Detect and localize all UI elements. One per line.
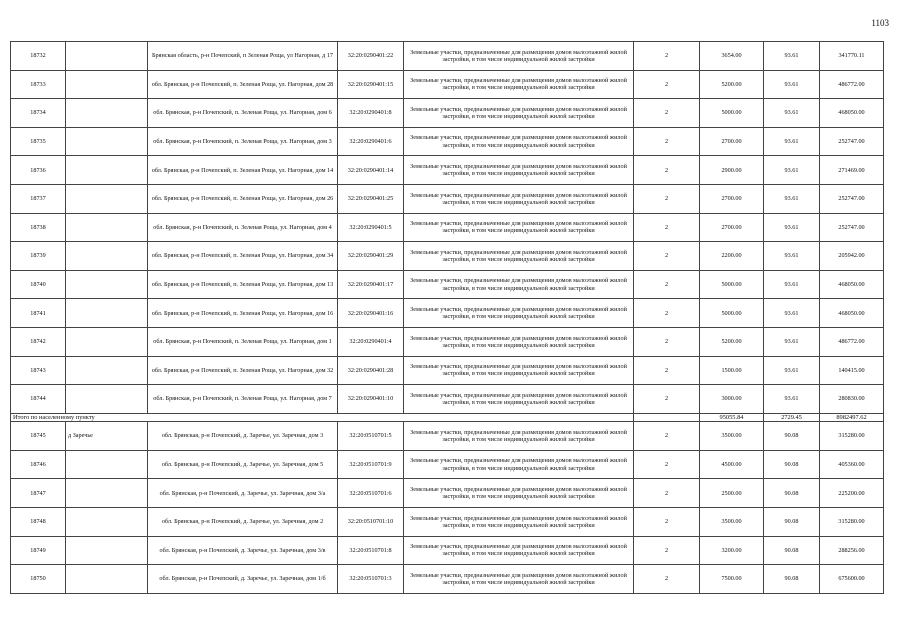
parcel-number-cell: 18743 (11, 356, 66, 385)
table-row (11, 536, 884, 565)
cadastral-value-cell: 468050.00 (820, 99, 884, 128)
area-cell: 7500.00 (700, 565, 764, 594)
unit-value-cell: 93.61 (764, 327, 820, 356)
table-row (11, 565, 884, 594)
parcel-number-cell: 18738 (11, 213, 66, 242)
cadastral-number-cell: 32:20:0290401:4 (338, 327, 404, 356)
category-cell: 2 (634, 270, 700, 299)
land-use-cell: Земельные участки, предназначенные для размещения домов малоэтажной жилой застройки, в том числе индивидуальной жилой застройки (404, 422, 634, 451)
category-cell: 2 (634, 479, 700, 508)
table-row (11, 422, 884, 451)
address-cell: обл. Брянская, р-н Почепский, д. Заречье, ул. Заречная, дом 3/в (148, 536, 338, 565)
table-row (11, 99, 884, 128)
category-cell: 2 (634, 385, 700, 414)
unit-value-cell: 93.61 (764, 356, 820, 385)
locality-cell (66, 156, 148, 185)
table-row (11, 327, 884, 356)
cadastral-value-cell: 271469.00 (820, 156, 884, 185)
parcel-number-cell: 18744 (11, 385, 66, 414)
cadastral-value-cell: 341770.11 (820, 42, 884, 71)
unit-value-cell: 93.61 (764, 242, 820, 271)
cadastral-number-cell: 32:20:0290401:8 (338, 99, 404, 128)
land-use-cell: Земельные участки, предназначенные для размещения домов малоэтажной жилой застройки, в том числе индивидуальной жилой застройки (404, 184, 634, 213)
area-cell: 5000.00 (700, 99, 764, 128)
parcel-number-cell: 18734 (11, 99, 66, 128)
locality-cell (66, 184, 148, 213)
parcel-number-cell: 18737 (11, 184, 66, 213)
land-use-cell: Земельные участки, предназначенные для размещения домов малоэтажной жилой застройки, в том числе индивидуальной жилой застройки (404, 299, 634, 328)
cadastral-number-cell: 32:20:0290401:6 (338, 127, 404, 156)
cadastral-value-cell: 140415.00 (820, 356, 884, 385)
locality-cell (66, 42, 148, 71)
address-cell: обл. Брянская, р-н Почепский, д. Заречье, ул. Заречная, дом 1/б (148, 565, 338, 594)
cadastral-number-cell: 32:20:0510701:6 (338, 479, 404, 508)
parcel-number-cell: 18748 (11, 508, 66, 537)
land-use-cell: Земельные участки, предназначенные для размещения домов малоэтажной жилой застройки, в том числе индивидуальной жилой застройки (404, 479, 634, 508)
cadastral-number-cell: 32:20:0290401:17 (338, 270, 404, 299)
cadastral-number-cell: 32:20:0290401:28 (338, 356, 404, 385)
cadastral-value-cell: 675600.00 (820, 565, 884, 594)
category-cell: 2 (634, 99, 700, 128)
cadastral-number-cell: 32:20:0290401:22 (338, 42, 404, 71)
table-row (11, 270, 884, 299)
parcel-number-cell: 18736 (11, 156, 66, 185)
area-cell: 3200.00 (700, 536, 764, 565)
cadastral-value-cell: 315280.00 (820, 508, 884, 537)
table-row (11, 127, 884, 156)
land-use-cell: Земельные участки, предназначенные для размещения домов малоэтажной жилой застройки, в том числе индивидуальной жилой застройки (404, 536, 634, 565)
total-area: 95055.84 (700, 413, 764, 422)
unit-value-cell: 93.61 (764, 42, 820, 71)
land-use-cell: Земельные участки, предназначенные для размещения домов малоэтажной жилой застройки, в том числе индивидуальной жилой застройки (404, 385, 634, 414)
area-cell: 3654.00 (700, 42, 764, 71)
parcel-number-cell: 18746 (11, 450, 66, 479)
cadastral-number-cell: 32:20:0290401:16 (338, 299, 404, 328)
cadastral-number-cell: 32:20:0290401:5 (338, 213, 404, 242)
address-cell: обл. Брянская, р-н Почепский, д. Заречье, ул. Заречная, дом 3 (148, 422, 338, 451)
land-use-cell: Земельные участки, предназначенные для размещения домов малоэтажной жилой застройки, в том числе индивидуальной жилой застройки (404, 508, 634, 537)
table-row (11, 508, 884, 537)
address-cell: обл. Брянская, р-н Почепский, п. Зеленая Роща, ул. Нагорная, дом 14 (148, 156, 338, 185)
table-row (11, 70, 884, 99)
unit-value-cell: 93.61 (764, 213, 820, 242)
cadastral-value-cell: 468050.00 (820, 299, 884, 328)
area-cell: 2200.00 (700, 242, 764, 271)
table-row (11, 479, 884, 508)
address-cell: обл. Брянская, р-н Почепский, п. Зеленая Роща, ул. Нагорная, дом 3 (148, 127, 338, 156)
cadastral-number-cell: 32:20:0290401:29 (338, 242, 404, 271)
cadastral-value-cell: 288256.00 (820, 536, 884, 565)
parcel-number-cell: 18735 (11, 127, 66, 156)
locality-cell (66, 327, 148, 356)
cadastral-value-cell: 280830.00 (820, 385, 884, 414)
area-cell: 5000.00 (700, 299, 764, 328)
area-cell: 2700.00 (700, 184, 764, 213)
unit-value-cell: 93.61 (764, 184, 820, 213)
category-cell: 2 (634, 127, 700, 156)
locality-cell (66, 270, 148, 299)
parcel-number-cell: 18750 (11, 565, 66, 594)
table-row (11, 385, 884, 414)
category-cell: 2 (634, 508, 700, 537)
category-cell: 2 (634, 565, 700, 594)
cadastral-number-cell: 32:20:0510701:10 (338, 508, 404, 537)
table-row (11, 213, 884, 242)
locality-cell (66, 450, 148, 479)
land-use-cell: Земельные участки, предназначенные для размещения домов малоэтажной жилой застройки, в том числе индивидуальной жилой застройки (404, 270, 634, 299)
parcel-number-cell: 18747 (11, 479, 66, 508)
locality-cell (66, 70, 148, 99)
locality-cell: д Заречье (66, 422, 148, 451)
area-cell: 5200.00 (700, 70, 764, 99)
category-cell: 2 (634, 299, 700, 328)
unit-value-cell: 93.61 (764, 70, 820, 99)
land-use-cell: Земельные участки, предназначенные для размещения домов малоэтажной жилой застройки, в том числе индивидуальной жилой застройки (404, 450, 634, 479)
cadastral-number-cell: 32:20:0290401:15 (338, 70, 404, 99)
address-cell: обл. Брянская, р-н Почепский, п. Зеленая Роща, ул. Нагорная, дом 7 (148, 385, 338, 414)
area-cell: 5200.00 (700, 327, 764, 356)
parcel-number-cell: 18741 (11, 299, 66, 328)
locality-cell (66, 299, 148, 328)
parcel-number-cell: 18733 (11, 70, 66, 99)
unit-value-cell: 93.61 (764, 299, 820, 328)
unit-value-cell: 90.08 (764, 422, 820, 451)
category-cell: 2 (634, 450, 700, 479)
address-cell: обл. Брянская, р-н Почепский, п. Зеленая Роща, ул. Нагорная, дом 34 (148, 242, 338, 271)
total-price: 2729.45 (764, 413, 820, 422)
locality-cell (66, 356, 148, 385)
locality-cell (66, 213, 148, 242)
area-cell: 3000.00 (700, 385, 764, 414)
address-cell: обл. Брянская, р-н Почепский, п. Зеленая Роща, ул. Нагорная, дом 4 (148, 213, 338, 242)
parcel-number-cell: 18749 (11, 536, 66, 565)
total-value: 8982497.62 (820, 413, 884, 422)
land-use-cell: Земельные участки, предназначенные для размещения домов малоэтажной жилой застройки, в том числе индивидуальной жилой застройки (404, 242, 634, 271)
cadastral-value-cell: 225200.00 (820, 479, 884, 508)
address-cell: обл. Брянская, р-н Почепский, д. Заречье, ул. Заречная, дом 5 (148, 450, 338, 479)
locality-cell (66, 127, 148, 156)
category-cell: 2 (634, 327, 700, 356)
unit-value-cell: 93.61 (764, 127, 820, 156)
area-cell: 3500.00 (700, 422, 764, 451)
land-use-cell: Земельные участки, предназначенные для размещения домов малоэтажной жилой застройки, в том числе индивидуальной жилой застройки (404, 156, 634, 185)
locality-cell (66, 565, 148, 594)
area-cell: 2700.00 (700, 213, 764, 242)
land-use-cell: Земельные участки, предназначенные для размещения домов малоэтажной жилой застройки, в том числе индивидуальной жилой застройки (404, 356, 634, 385)
unit-value-cell: 93.61 (764, 270, 820, 299)
cadastral-value-cell: 252747.00 (820, 127, 884, 156)
land-use-cell: Земельные участки, предназначенные для размещения домов малоэтажной жилой застройки, в том числе индивидуальной жилой застройки (404, 213, 634, 242)
unit-value-cell: 93.61 (764, 99, 820, 128)
cadastral-value-cell: 315280.00 (820, 422, 884, 451)
parcel-number-cell: 18739 (11, 242, 66, 271)
locality-cell (66, 242, 148, 271)
address-cell: обл. Брянская, р-н Почепский, п. Зеленая Роща, ул. Нагорная, дом 32 (148, 356, 338, 385)
total-label: Итого по населенному пункту (11, 413, 634, 422)
land-use-cell: Земельные участки, предназначенные для размещения домов малоэтажной жилой застройки, в том числе индивидуальной жилой застройки (404, 127, 634, 156)
cadastral-value-cell: 205942.00 (820, 242, 884, 271)
locality-cell (66, 99, 148, 128)
address-cell: обл. Брянская, р-н Почепский, п. Зеленая Роща, ул. Нагорная, дом 16 (148, 299, 338, 328)
unit-value-cell: 93.61 (764, 385, 820, 414)
unit-value-cell: 90.08 (764, 479, 820, 508)
total-category (634, 413, 700, 422)
area-cell: 5000.00 (700, 270, 764, 299)
cadastral-value-cell: 405360.00 (820, 450, 884, 479)
category-cell: 2 (634, 536, 700, 565)
cadastral-value-cell: 252747.00 (820, 184, 884, 213)
table-row (11, 184, 884, 213)
address-cell: обл. Брянская, р-н Почепский, п. Зеленая Роща, ул. Нагорная, дом 6 (148, 99, 338, 128)
parcel-number-cell: 18732 (11, 42, 66, 71)
area-cell: 4500.00 (700, 450, 764, 479)
category-cell: 2 (634, 213, 700, 242)
area-cell: 2500.00 (700, 479, 764, 508)
unit-value-cell: 90.08 (764, 536, 820, 565)
cadastral-value-cell: 468050.00 (820, 270, 884, 299)
category-cell: 2 (634, 184, 700, 213)
locality-total-row (11, 413, 884, 422)
address-cell: обл. Брянская, р-н Почепский, д. Заречье, ул. Заречная, дом 3/а (148, 479, 338, 508)
table-row (11, 42, 884, 71)
cadastral-number-cell: 32:20:0290401:14 (338, 156, 404, 185)
category-cell: 2 (634, 42, 700, 71)
parcel-number-cell: 18740 (11, 270, 66, 299)
page-number: 1103 (871, 18, 889, 28)
locality-cell (66, 479, 148, 508)
table-row (11, 299, 884, 328)
table-row (11, 242, 884, 271)
address-cell: обл. Брянская, р-н Почепский, п. Зеленая Роща, ул. Нагорная, дом 1 (148, 327, 338, 356)
unit-value-cell: 93.61 (764, 156, 820, 185)
land-use-cell: Земельные участки, предназначенные для размещения домов малоэтажной жилой застройки, в том числе индивидуальной жилой застройки (404, 327, 634, 356)
cadastral-number-cell: 32:20:0510701:9 (338, 450, 404, 479)
locality-cell (66, 536, 148, 565)
area-cell: 3500.00 (700, 508, 764, 537)
category-cell: 2 (634, 156, 700, 185)
category-cell: 2 (634, 242, 700, 271)
land-use-cell: Земельные участки, предназначенные для размещения домов малоэтажной жилой застройки, в том числе индивидуальной жилой застройки (404, 99, 634, 128)
cadastral-number-cell: 32:20:0510701:5 (338, 422, 404, 451)
area-cell: 2900.00 (700, 156, 764, 185)
land-registry-table (10, 41, 884, 594)
category-cell: 2 (634, 70, 700, 99)
parcel-number-cell: 18745 (11, 422, 66, 451)
cadastral-value-cell: 252747.00 (820, 213, 884, 242)
land-use-cell: Земельные участки, предназначенные для размещения домов малоэтажной жилой застройки, в том числе индивидуальной жилой застройки (404, 565, 634, 594)
land-use-cell: Земельные участки, предназначенные для размещения домов малоэтажной жилой застройки, в том числе индивидуальной жилой застройки (404, 42, 634, 71)
category-cell: 2 (634, 356, 700, 385)
land-use-cell: Земельные участки, предназначенные для размещения домов малоэтажной жилой застройки, в том числе индивидуальной жилой застройки (404, 70, 634, 99)
cadastral-number-cell: 32:20:0510701:3 (338, 565, 404, 594)
cadastral-value-cell: 486772.00 (820, 70, 884, 99)
locality-cell (66, 508, 148, 537)
address-cell: обл. Брянская, р-н Почепский, п. Зеленая Роща, ул. Нагорная, дом 28 (148, 70, 338, 99)
locality-cell (66, 385, 148, 414)
table-row (11, 156, 884, 185)
cadastral-number-cell: 32:20:0510701:8 (338, 536, 404, 565)
address-cell: обл. Брянская, р-н Почепский, п. Зеленая Роща, ул. Нагорная, дом 13 (148, 270, 338, 299)
cadastral-value-cell: 486772.00 (820, 327, 884, 356)
cadastral-number-cell: 32:20:0290401:10 (338, 385, 404, 414)
area-cell: 1500.00 (700, 356, 764, 385)
unit-value-cell: 90.08 (764, 508, 820, 537)
cadastral-number-cell: 32:20:0290401:25 (338, 184, 404, 213)
address-cell: Брянская область, р-н Почепский, п Зеленая Роща, ул Нагорная, д 17 (148, 42, 338, 71)
table-row (11, 450, 884, 479)
unit-value-cell: 90.08 (764, 565, 820, 594)
unit-value-cell: 90.08 (764, 450, 820, 479)
category-cell: 2 (634, 422, 700, 451)
parcel-number-cell: 18742 (11, 327, 66, 356)
table-row (11, 356, 884, 385)
address-cell: обл. Брянская, р-н Почепский, д. Заречье, ул. Заречная, дом 2 (148, 508, 338, 537)
address-cell: обл. Брянская, р-н Почепский, п. Зеленая Роща, ул. Нагорная, дом 26 (148, 184, 338, 213)
area-cell: 2700.00 (700, 127, 764, 156)
